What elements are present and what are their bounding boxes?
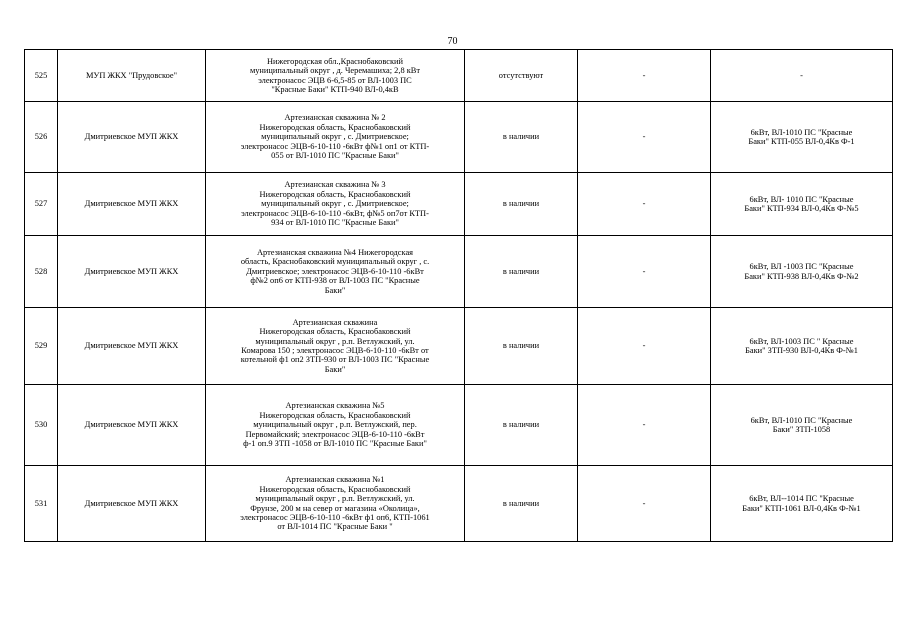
row-number-cell: 529 xyxy=(25,308,58,385)
row-number-cell: 528 xyxy=(25,236,58,308)
address-line: муниципальный округ , с. Дмитриевское; xyxy=(261,132,409,142)
table-row xyxy=(25,308,893,385)
address-line: электронасос ЭЦВ-6-10-110 -6кВт ф1 оп6, КТП-1061 xyxy=(240,512,430,522)
power-line: 6кВт, ВЛ-1010 ПС "Красные xyxy=(750,127,853,137)
address-line: Артезианская скважина xyxy=(292,317,378,327)
dash-cell: - xyxy=(578,236,711,308)
address-line: электронасос ЭЦВ-6-10-110 -6кВт, ф№5 оп7от КТП- xyxy=(241,208,429,218)
address-cell xyxy=(206,466,465,542)
availability-cell: в наличии xyxy=(465,466,578,542)
address-line: муниципальный округ , д. Черемашиха; 2,8 кВт xyxy=(249,66,421,76)
power-line: 6кВт, ВЛ--1014 ПС "Красные xyxy=(749,494,854,504)
address-line: Нижегородская область, Краснобаковский xyxy=(259,122,411,132)
power-cell xyxy=(711,236,893,308)
address-line: Артезианская скважина №4 Нижегородская xyxy=(256,247,414,257)
address-line: электронасос ЭЦВ 6-6,5-85 от ВЛ-1003 ПС xyxy=(258,75,412,85)
row-number-cell: 526 xyxy=(25,102,58,173)
address-line: ф№2 оп6 от КТП-938 от ВЛ-1003 ПС "Красные xyxy=(250,276,420,286)
table-row xyxy=(25,236,893,308)
address-line: от ВЛ-1014 ПС "Красные Баки " xyxy=(277,522,393,532)
table-row xyxy=(25,466,893,542)
address-cell xyxy=(206,236,465,308)
address-line: Нижегородская область, Краснобаковский xyxy=(259,327,411,337)
address-line: область, Краснобаковский муниципальный округ , с. xyxy=(240,257,430,267)
power-line: Баки" КТП-055 ВЛ-0,4Кв Ф-1 xyxy=(748,137,855,146)
address-line: Артезианская скважина № 3 xyxy=(284,180,386,190)
organization-cell: Дмитриевское МУП ЖКХ xyxy=(58,308,206,385)
table-row xyxy=(25,173,893,236)
address-line: Дмитриевское; электронасос ЭЦВ-6-10-110 -6кВт xyxy=(246,266,424,276)
address-line: Артезианская скважина №1 xyxy=(285,475,385,485)
power-cell xyxy=(711,102,893,173)
availability-cell: в наличии xyxy=(465,102,578,173)
row-number-cell: 531 xyxy=(25,466,58,542)
address-line: 934 от ВЛ-1010 ПС "Красные Баки" xyxy=(271,218,399,228)
power-cell xyxy=(711,173,893,236)
address-line: муниципальный округ , р.п. Ветлужский, ул. xyxy=(255,336,415,346)
address-line: муниципальный округ , р.п. Ветлужский, ул. xyxy=(255,494,415,504)
power-line: 6кВт, ВЛ-1010 ПС "Красные xyxy=(750,415,853,425)
address-line: Нижегородская область, Краснобаковский xyxy=(259,189,411,199)
availability-cell: в наличии xyxy=(465,236,578,308)
dash-cell: - xyxy=(578,173,711,236)
dash-cell: - xyxy=(578,385,711,466)
organization-cell: Дмитриевское МУП ЖКХ xyxy=(58,236,206,308)
organization-cell: Дмитриевское МУП ЖКХ xyxy=(58,173,206,236)
power-line: Баки" ЗТП-1058 xyxy=(772,425,831,434)
address-cell xyxy=(206,102,465,173)
power-line: 6кВт, ВЛ -1003 ПС "Красные xyxy=(749,262,854,272)
page-number: 70 xyxy=(447,36,458,47)
address-line: "Красные Баки" КТП-940 ВЛ-0,4кВ xyxy=(271,84,399,94)
organization-cell: Дмитриевское МУП ЖКХ xyxy=(58,466,206,542)
organization-cell: МУП ЖКХ "Прудовское" xyxy=(58,50,206,102)
address-line: Фрунзе, 200 м на север от магазина «Околица», xyxy=(250,503,420,513)
address-cell xyxy=(206,50,465,102)
organization-cell: Дмитриевское МУП ЖКХ xyxy=(58,385,206,466)
availability-cell: отсутствуют xyxy=(465,50,578,102)
address-line: Нижегородская обл.,Краснобаковский xyxy=(266,56,403,66)
address-cell xyxy=(206,308,465,385)
power-cell xyxy=(711,308,893,385)
power-line: 6кВт, ВЛ- 1010 ПС "Красные xyxy=(749,194,854,204)
address-line: 055 от ВЛ-1010 ПС "Красные Баки" xyxy=(271,151,399,161)
power-line: - xyxy=(800,70,803,80)
address-line: Артезианская скважина №5 xyxy=(285,401,385,411)
power-line: Баки" ЗТП-930 ВЛ-0,4Кв Ф-№1 xyxy=(745,346,858,355)
address-line: Первомайский; электронасос ЭЦВ-6-10-110 -6кВт xyxy=(245,429,425,439)
dash-cell: - xyxy=(578,466,711,542)
address-line: муниципальный округ , р.п. Ветлужский, пер. xyxy=(253,420,417,430)
availability-cell: в наличии xyxy=(465,385,578,466)
address-line: электронасос ЭЦВ-6-10-110 -6кВт ф№1 оп1 от КТП- xyxy=(240,141,430,151)
availability-cell: в наличии xyxy=(465,308,578,385)
address-line: Нижегородская область, Краснобаковский xyxy=(259,484,411,494)
dash-cell: - xyxy=(578,50,711,102)
table-row xyxy=(25,102,893,173)
dash-cell: - xyxy=(578,102,711,173)
row-number-cell: 527 xyxy=(25,173,58,236)
address-line: Артезианская скважина № 2 xyxy=(284,113,386,123)
address-line: Баки" xyxy=(324,364,346,374)
address-line: Баки" xyxy=(324,285,346,295)
address-line: Комарова 150 ; электронасос ЭЦВ-6-10-110 -6кВт от xyxy=(241,346,429,355)
row-number-cell: 525 xyxy=(25,50,58,102)
address-line: ф-1 оп.9 ЗТП -1058 от ВЛ-1010 ПС "Красные Баки" xyxy=(243,439,427,449)
table-row xyxy=(25,50,893,102)
address-line: муниципальный округ , с. Дмитриевское; xyxy=(261,199,409,209)
address-cell xyxy=(206,385,465,466)
power-cell xyxy=(711,385,893,466)
availability-cell: в наличии xyxy=(465,173,578,236)
dash-cell: - xyxy=(578,308,711,385)
address-line: котельной ф1 оп2 ЗТП-930 от ВЛ-1003 ПС "Красные xyxy=(240,355,430,365)
address-line: Нижегородская область, Краснобаковский xyxy=(259,410,411,420)
power-line: 6кВт, ВЛ-1003 ПС " Красные xyxy=(749,336,854,346)
power-cell xyxy=(711,466,893,542)
power-line: Баки" КТП-934 ВЛ-0,4Кв Ф-№5 xyxy=(744,204,859,213)
organization-cell: Дмитриевское МУП ЖКХ xyxy=(58,102,206,173)
data-table xyxy=(24,49,893,542)
address-cell xyxy=(206,173,465,236)
power-line: Баки" КТП-1061 ВЛ-0,4Кв Ф-№1 xyxy=(742,503,861,513)
power-cell xyxy=(711,50,893,102)
power-line: Баки" КТП-938 ВЛ-0,4Кв Ф-№2 xyxy=(744,271,859,281)
row-number-cell: 530 xyxy=(25,385,58,466)
table-row xyxy=(25,385,893,466)
